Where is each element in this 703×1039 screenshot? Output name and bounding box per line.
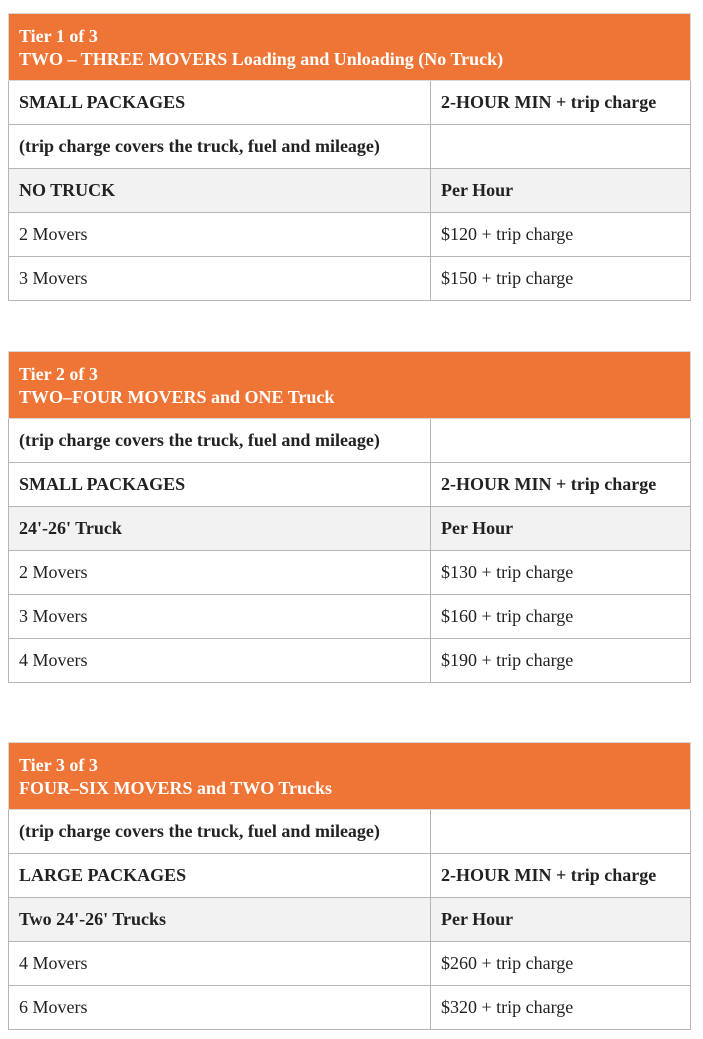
rate-header-row	[9, 898, 691, 942]
movers-count: 4 Movers	[9, 639, 431, 683]
trip-note: (trip charge covers the truck, fuel and mileage)	[9, 125, 431, 169]
movers-count: 3 Movers	[9, 257, 431, 301]
tier-2-pricing-table	[8, 351, 691, 683]
empty-cell	[431, 810, 691, 854]
movers-count: 6 Movers	[9, 986, 431, 1030]
rate-price: $320 + trip charge	[431, 986, 691, 1030]
trip-note-row	[9, 125, 691, 169]
movers-count: 2 Movers	[9, 551, 431, 595]
rate-price: $120 + trip charge	[431, 213, 691, 257]
tier-title: Tier 2 of 3	[19, 363, 98, 384]
package-row	[9, 854, 691, 898]
trip-note-row	[9, 419, 691, 463]
tier-title: Tier 1 of 3	[19, 25, 98, 46]
minimum-label: 2-HOUR MIN + trip charge	[431, 463, 691, 507]
rate-row	[9, 213, 691, 257]
rate-header-row	[9, 169, 691, 213]
minimum-label: 2-HOUR MIN + trip charge	[431, 854, 691, 898]
tier-header-row	[9, 352, 691, 419]
package-label: SMALL PACKAGES	[9, 463, 431, 507]
rate-price: $160 + trip charge	[431, 595, 691, 639]
tier-title: Tier 3 of 3	[19, 754, 98, 775]
rate-row	[9, 639, 691, 683]
tier-subtitle: TWO–FOUR MOVERS and ONE Truck	[19, 386, 335, 407]
movers-count: 3 Movers	[9, 595, 431, 639]
rate-row	[9, 986, 691, 1030]
rate-price: $190 + trip charge	[431, 639, 691, 683]
movers-count: 2 Movers	[9, 213, 431, 257]
trip-note: (trip charge covers the truck, fuel and mileage)	[9, 419, 431, 463]
package-row	[9, 81, 691, 125]
empty-cell	[431, 125, 691, 169]
trip-note-row	[9, 810, 691, 854]
tier-header-row	[9, 14, 691, 81]
tier-header	[9, 14, 691, 81]
package-label: SMALL PACKAGES	[9, 81, 431, 125]
truck-label: 24'-26' Truck	[9, 507, 431, 551]
package-row	[9, 463, 691, 507]
tier-subtitle: FOUR–SIX MOVERS and TWO Trucks	[19, 777, 333, 798]
rate-header: Per Hour	[431, 169, 691, 213]
rate-header: Per Hour	[431, 507, 691, 551]
rate-price: $150 + trip charge	[431, 257, 691, 301]
movers-count: 4 Movers	[9, 942, 431, 986]
tier-1-pricing-table	[8, 13, 691, 301]
rate-header-row	[9, 507, 691, 551]
minimum-label: 2-HOUR MIN + trip charge	[431, 81, 691, 125]
rate-row	[9, 942, 691, 986]
tier-subtitle: TWO – THREE MOVERS Loading and Unloading (No Truck)	[19, 48, 504, 69]
rate-header: Per Hour	[431, 898, 691, 942]
package-label: LARGE PACKAGES	[9, 854, 431, 898]
tier-header	[9, 743, 691, 810]
tier-header	[9, 352, 691, 419]
rate-row	[9, 257, 691, 301]
rate-row	[9, 551, 691, 595]
tier-3-pricing-table	[8, 742, 691, 1030]
rate-row	[9, 595, 691, 639]
rate-price: $260 + trip charge	[431, 942, 691, 986]
tier-header-row	[9, 743, 691, 810]
empty-cell	[431, 419, 691, 463]
truck-label: Two 24'-26' Trucks	[9, 898, 431, 942]
truck-label: NO TRUCK	[9, 169, 431, 213]
trip-note: (trip charge covers the truck, fuel and mileage)	[9, 810, 431, 854]
rate-price: $130 + trip charge	[431, 551, 691, 595]
